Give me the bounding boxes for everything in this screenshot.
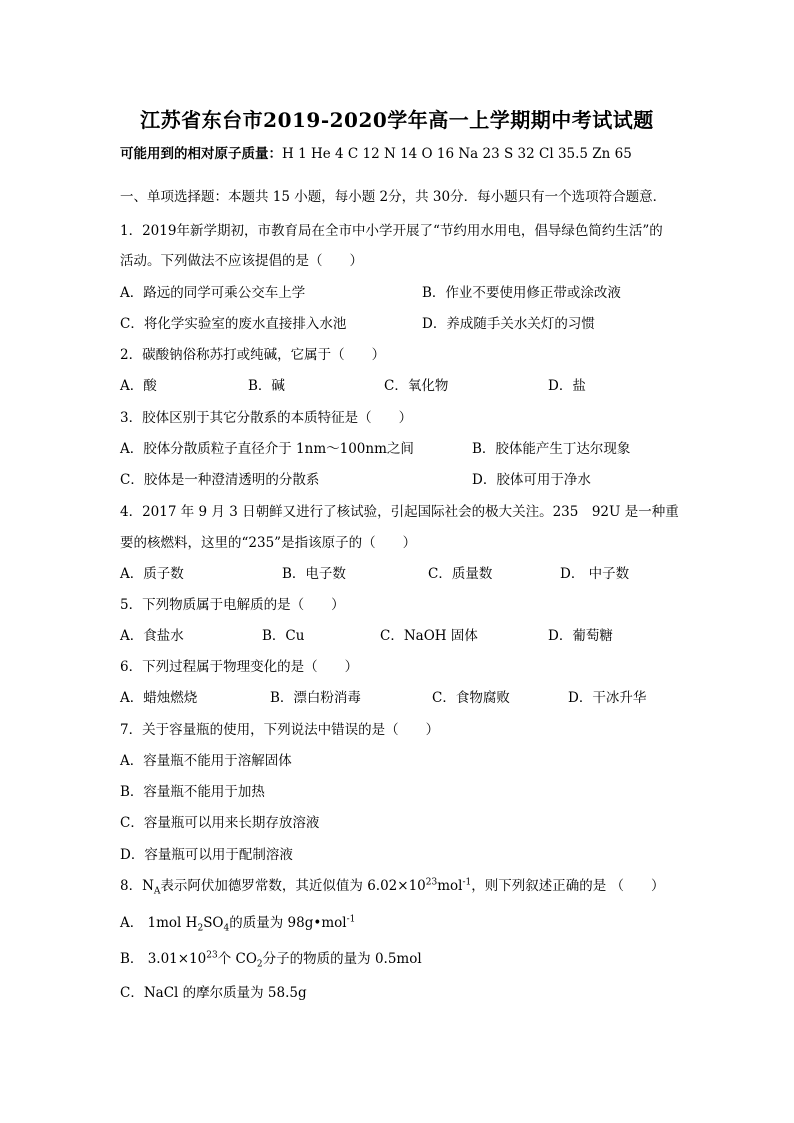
q1-option-c: C．将化学实验室的废水直接排入水池 [120, 316, 347, 332]
atomic-masses-line [120, 145, 632, 163]
q6-option-c: C．食物腐败 [432, 690, 510, 706]
q2-stem: 2．碳酸钠俗称苏打或纯碱，它属于（ ） [120, 347, 386, 363]
q6-option-b: B．漂白粉消毒 [270, 690, 361, 706]
q7-option-b: B．容量瓶不能用于加热 [120, 784, 265, 800]
q7-option-a: A．容量瓶不能用于溶解固体 [120, 753, 292, 769]
q5-option-a: A．食盐水 [120, 628, 184, 644]
q8-b-part3: 分子的物质的量为 0.5mol [262, 951, 422, 967]
q8-option-c: C．NaCl 的摩尔质量为 58.5g [120, 985, 307, 1001]
q6-option-a: A．蜡烛燃烧 [120, 690, 198, 706]
q8-a-sub2: 4 [223, 923, 230, 934]
q8-stem-part2: 表示阿伏加德罗常数，其近似值为 6.02×10 [160, 878, 426, 894]
q8-stem-sup2: -1 [462, 877, 472, 888]
q2-option-a: A．酸 [120, 378, 157, 394]
q7-option-c: C．容量瓶可以用来长期存放溶液 [120, 815, 320, 831]
q2-option-d: D．盐 [548, 378, 586, 394]
q8-option-b [120, 950, 422, 968]
q8-stem-part4: ，则下列叙述正确的是 （ ） [471, 878, 665, 894]
q3-option-a: A．胶体分散质粒子直径介于 1nm～100nm之间 [120, 441, 414, 457]
q8-b-part1: B． 3.01×10 [120, 951, 207, 967]
q4-stem-line1: 4．2017 年 9 月 3 日朝鲜又进行了核试验，引起国际社会的极大关注。235 92U 是一种重 [120, 504, 679, 520]
q7-stem: 7．关于容量瓶的使用，下列说法中错误的是（ ） [120, 722, 440, 738]
q8-b-sup: 23 [206, 950, 218, 961]
q6-option-d: D．干冰升华 [568, 690, 647, 706]
q1-stem-line2: 活动。下列做法不应该提倡的是（ ） [120, 253, 363, 269]
q4-option-a: A．质子数 [120, 566, 184, 582]
q8-a-sub1: 2 [197, 923, 204, 934]
q8-b-sub: 2 [256, 959, 263, 970]
q5-stem: 5．下列物质属于电解质的是（ ） [120, 597, 345, 613]
q8-a-part1: A． 1mol H [120, 915, 198, 931]
atomic-masses-label: 可能用到的相对原子质量： [120, 146, 282, 162]
q2-option-b: B．碱 [248, 378, 285, 394]
q5-option-b: B．Cu [262, 628, 305, 644]
q4-option-c: C．质量数 [428, 566, 493, 582]
q8-stem [120, 877, 665, 895]
q8-b-part2: 个 CO [217, 951, 257, 967]
q7-option-d: D．容量瓶可以用于配制溶液 [120, 847, 293, 863]
section-heading: 一、单项选择题：本题共 15 小题，每小题 2分，共 30分．每小题只有一个选项符合题意． [120, 189, 667, 205]
page-title: 江苏省东台市2019-2020学年高一上学期期中考试试题 [140, 108, 654, 132]
q1-option-a: A．路远的同学可乘公交车上学 [120, 285, 306, 301]
q4-option-b: B．电子数 [282, 566, 346, 582]
q4-stem-line2: 要的核燃料，这里的“235”是指该原子的（ ） [120, 535, 417, 551]
q1-stem-line1: 1．2019年新学期初，市教育局在全市中小学开展了“节约用水用电，倡导绿色简约生活”的 [120, 223, 663, 239]
q1-option-d: D．养成随手关水关灯的习惯 [422, 316, 595, 332]
q8-stem-part3: mol [437, 878, 463, 894]
q8-stem-sup1: 23 [425, 877, 438, 888]
q3-option-b: B．胶体能产生丁达尔现象 [472, 441, 631, 457]
q1-option-b: B．作业不要使用修正带或涂改液 [422, 285, 621, 301]
q8-option-a [120, 914, 355, 932]
q6-stem: 6．下列过程属于物理变化的是（ ） [120, 659, 359, 675]
q5-option-d: D．葡萄糖 [548, 628, 613, 644]
q2-option-c: C．氧化物 [384, 378, 449, 394]
q5-option-c: C．NaOH 固体 [380, 628, 478, 644]
q8-a-sup: -1 [346, 914, 356, 925]
q3-stem: 3．胶体区别于其它分散系的本质特征是（ ） [120, 410, 413, 426]
q4-option-d: D． 中子数 [560, 566, 630, 582]
atomic-masses-values: H 1 He 4 C 12 N 14 O 16 Na 23 S 32 Cl 35.5 Zn 65 [282, 146, 632, 162]
q8-stem-sub: A [153, 886, 161, 897]
q8-a-part3: 的质量为 98g•mol [229, 915, 347, 931]
q3-option-c: C．胶体是一种澄清透明的分散系 [120, 472, 320, 488]
q8-a-part2: SO [203, 915, 224, 931]
q3-option-d: D．胶体可用于净水 [472, 472, 591, 488]
q8-stem-part1: 8．N [120, 878, 154, 894]
